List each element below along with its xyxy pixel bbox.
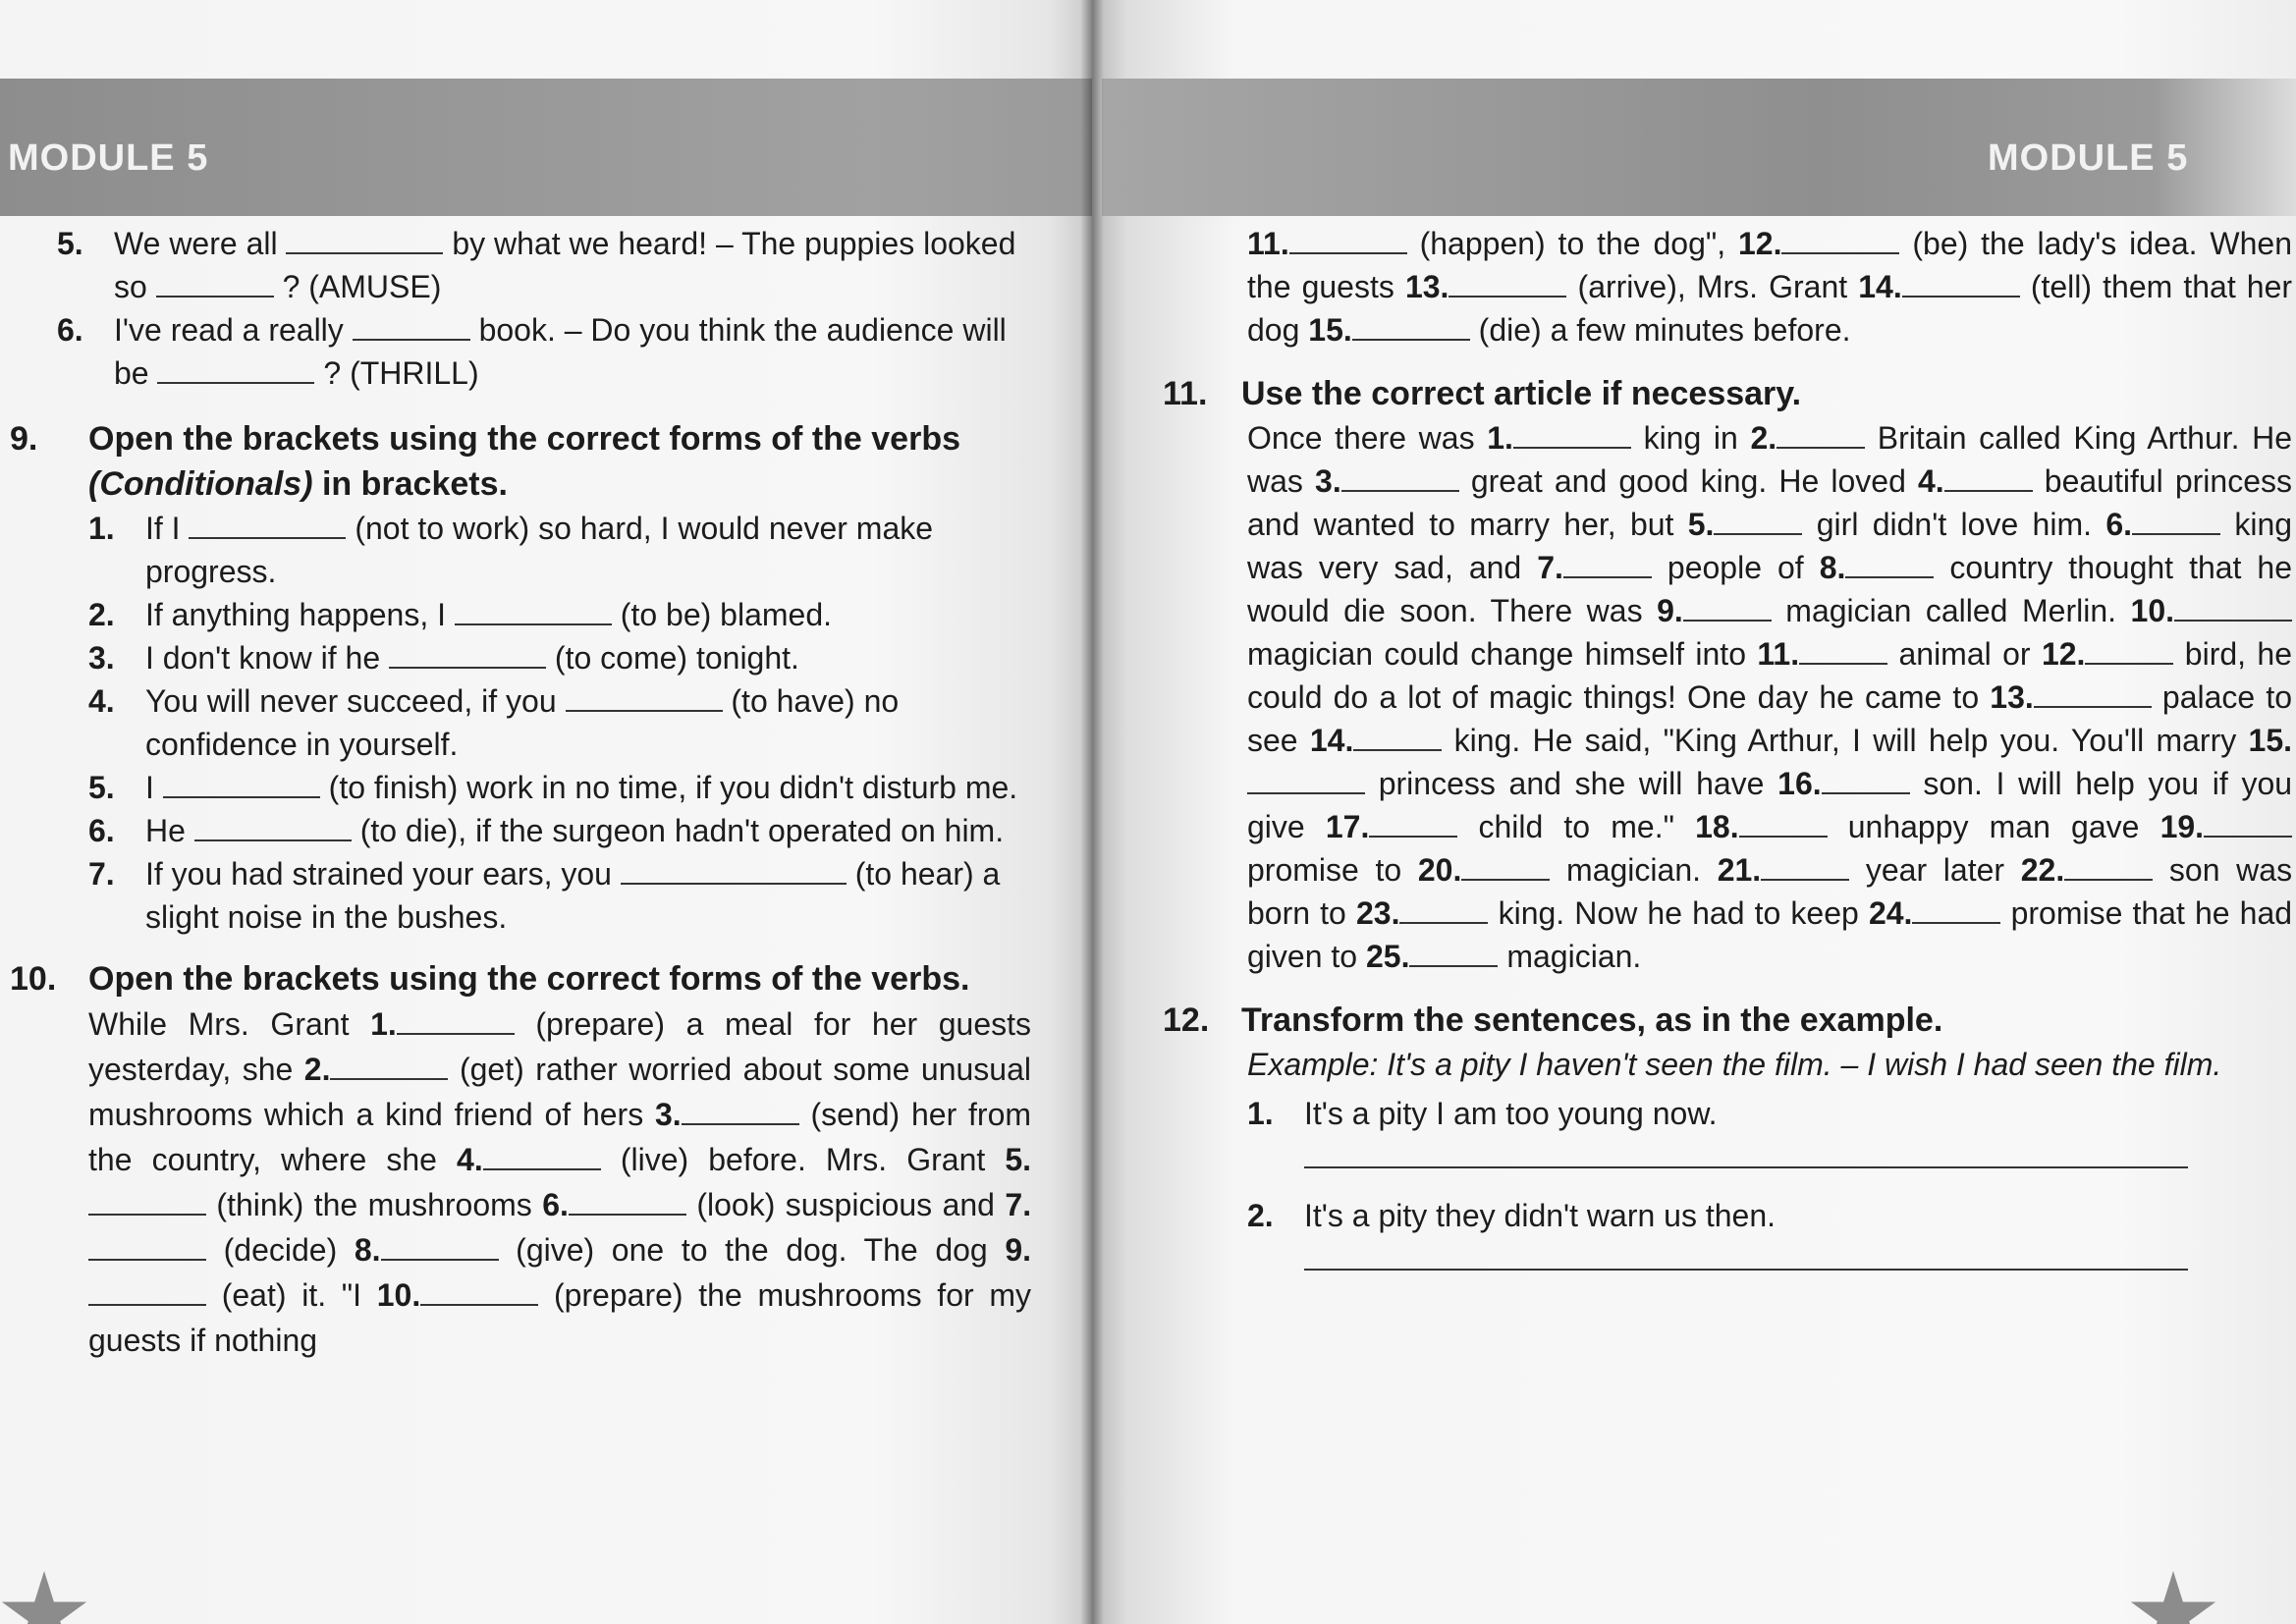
ex9-item: 6. He (to die), if the surgeon hadn't operated on him.: [88, 813, 1005, 848]
module-label-left: MODULE 5: [8, 137, 209, 179]
answer-gap[interactable]: [353, 313, 470, 341]
module-label-right: MODULE 5: [1988, 137, 2189, 179]
exercise-11: [1163, 371, 2292, 978]
answer-gap[interactable]: [1449, 270, 1566, 298]
answer-gap[interactable]: [2064, 853, 2153, 881]
answer-gap[interactable]: [1761, 853, 1849, 881]
answer-gap[interactable]: [1739, 810, 1828, 838]
answer-gap[interactable]: [1461, 853, 1550, 881]
item-number: 5.: [57, 226, 83, 261]
answer-gap[interactable]: [1777, 421, 1865, 449]
answer-gap[interactable]: [88, 1278, 206, 1306]
answer-gap[interactable]: [2085, 637, 2173, 665]
star-decoration: [2129, 1571, 2217, 1624]
answer-gap[interactable]: [1341, 464, 1459, 492]
ex9-item: 5. I (to finish) work in no time, if you didn't disturb me.: [88, 770, 1018, 805]
answer-gap[interactable]: [1822, 767, 1910, 794]
star-decoration: [0, 1571, 88, 1624]
example-sentence: Example: It's a pity I haven't seen the film. – I wish I had seen the film.: [1247, 1047, 2222, 1082]
answer-gap[interactable]: [420, 1278, 538, 1306]
answer-gap[interactable]: [88, 1233, 206, 1261]
right-page: [1092, 0, 2296, 1624]
answer-gap[interactable]: [1399, 896, 1488, 924]
answer-gap[interactable]: [1353, 724, 1442, 751]
answer-gap[interactable]: [621, 857, 847, 885]
exercise-9: [10, 416, 1031, 939]
answer-gap[interactable]: [286, 227, 443, 254]
item-text: I've read a really book. – Do you think the audience will be ? (THRILL): [114, 312, 1007, 391]
answer-gap[interactable]: [1247, 767, 1365, 794]
answer-gap[interactable]: [2174, 594, 2292, 622]
exercise-8-continued: [10, 222, 1031, 395]
answer-gap[interactable]: [2204, 810, 2292, 838]
exercise-title: 10. Open the brackets using the correct forms of the verbs.: [10, 960, 970, 998]
answer-gap[interactable]: [330, 1053, 448, 1080]
ex9-item: 1. If I (not to work) so hard, I would never make progress.: [88, 511, 934, 589]
answer-gap[interactable]: [397, 1007, 515, 1035]
answer-gap[interactable]: [566, 684, 723, 712]
ex8-item: [10, 308, 1031, 395]
answer-gap[interactable]: [1845, 551, 1934, 578]
answer-gap[interactable]: [1714, 508, 1802, 535]
answer-gap[interactable]: [189, 512, 346, 539]
exercise-title: 9. Open the brackets using the correct forms of the verbs (Conditionals) in brackets.: [10, 420, 961, 503]
exercise-title: 11. Use the correct article if necessary.: [1163, 375, 1802, 412]
exercise-text: Once there was 1. king in 2. Britain called King Arthur. He was 3. great and good king. He loved 4. beautiful princess and wanted to marry her, but 5. girl didn't love him. 6. king was very sad, and 7. people of 8. country thought that he would die soon. There was 9. magician called Merlin. 10. magician could change himself into 11. animal or 12. bird, he could do a lot of magic things! One day he came to 13. palace to see 14. king. He said, "King Arthur, I will help you. You'll marry 15. princess and she will have 16. son. I will help you if you give 17. child to me." 18. unhappy man gave 19. promise to 20. magician. 21. year later 22. son was born to 23. king. Now he had to keep 24. promise that he had given to 25. magician.: [1247, 420, 2293, 974]
exercise-12: [1163, 998, 2292, 1271]
ex9-item: 2. If anything happens, I (to be) blamed.: [88, 597, 832, 632]
answer-gap[interactable]: [455, 598, 612, 625]
ex9-item: 4. You will never succeed, if you (to have) no confidence in yourself.: [88, 683, 900, 762]
answer-gap[interactable]: [1902, 270, 2020, 298]
exercise-text: While Mrs. Grant 1. (prepare) a meal for her guests yesterday, she 2. (get) rather worried about some unusual mushrooms which a kind friend of hers 3. (send) her from the country, where she 4. (live) before. Mrs. Grant 5. (think) the mushrooms 6. (look) suspicious and 7. (decide) 8. (give) one to the dog. The dog 9. (eat) it. "I 10. (prepare) the mushrooms for my guests if nothing: [88, 1006, 1032, 1358]
answer-gap[interactable]: [88, 1188, 206, 1216]
exercise-items: [1163, 1043, 2292, 1271]
answer-gap[interactable]: [2132, 508, 2220, 535]
ex12-item: 2. It's a pity they didn't warn us then.: [1247, 1198, 1777, 1233]
answer-gap[interactable]: [1912, 896, 2000, 924]
answer-line[interactable]: [1304, 1241, 2188, 1271]
answer-line[interactable]: [1304, 1139, 2188, 1168]
answer-gap[interactable]: [1352, 313, 1470, 341]
answer-gap[interactable]: [1563, 551, 1652, 578]
item-number: 6.: [57, 312, 83, 348]
answer-gap[interactable]: [157, 356, 314, 384]
exercise-10: [10, 956, 1031, 1363]
answer-gap[interactable]: [381, 1233, 499, 1261]
answer-gap[interactable]: [1944, 464, 2033, 492]
answer-gap[interactable]: [194, 814, 352, 841]
answer-gap[interactable]: [163, 771, 320, 798]
answer-gap[interactable]: [1409, 940, 1498, 967]
book-gutter: [1080, 0, 1104, 1624]
answer-gap[interactable]: [1289, 227, 1407, 254]
answer-gap[interactable]: [1683, 594, 1772, 622]
answer-gap[interactable]: [1513, 421, 1631, 449]
ex9-item: 7. If you had strained your ears, you (to hear) a slight noise in the bushes.: [88, 856, 1001, 935]
answer-gap[interactable]: [682, 1098, 799, 1125]
answer-gap[interactable]: [1799, 637, 1887, 665]
answer-gap[interactable]: [483, 1143, 601, 1170]
left-page-content: [10, 222, 1031, 1379]
item-text: We were all by what we heard! – The puppies looked so ? (AMUSE): [114, 226, 1016, 304]
left-page: [0, 0, 1092, 1624]
answer-gap[interactable]: [1781, 227, 1899, 254]
exercise-items: [10, 507, 1031, 939]
exercise-title: 12. Transform the sentences, as in the example.: [1163, 1001, 1943, 1039]
answer-gap[interactable]: [1369, 810, 1457, 838]
right-page-content: [1163, 222, 2292, 1296]
answer-gap[interactable]: [389, 641, 546, 669]
answer-gap[interactable]: [156, 270, 274, 298]
exercise-10-continued: 11. (happen) to the dog", 12. (be) the lady's idea. When the guests 13. (arrive), Mrs. Grant 14. (tell) them that her dog 15. (die) a few minutes before.: [1247, 226, 2293, 348]
answer-gap[interactable]: [2034, 680, 2152, 708]
ex12-item: 1. It's a pity I am too young now.: [1247, 1096, 1718, 1131]
answer-gap[interactable]: [569, 1188, 686, 1216]
ex8-item: [10, 222, 1031, 308]
ex9-item: 3. I don't know if he (to come) tonight.: [88, 640, 799, 676]
